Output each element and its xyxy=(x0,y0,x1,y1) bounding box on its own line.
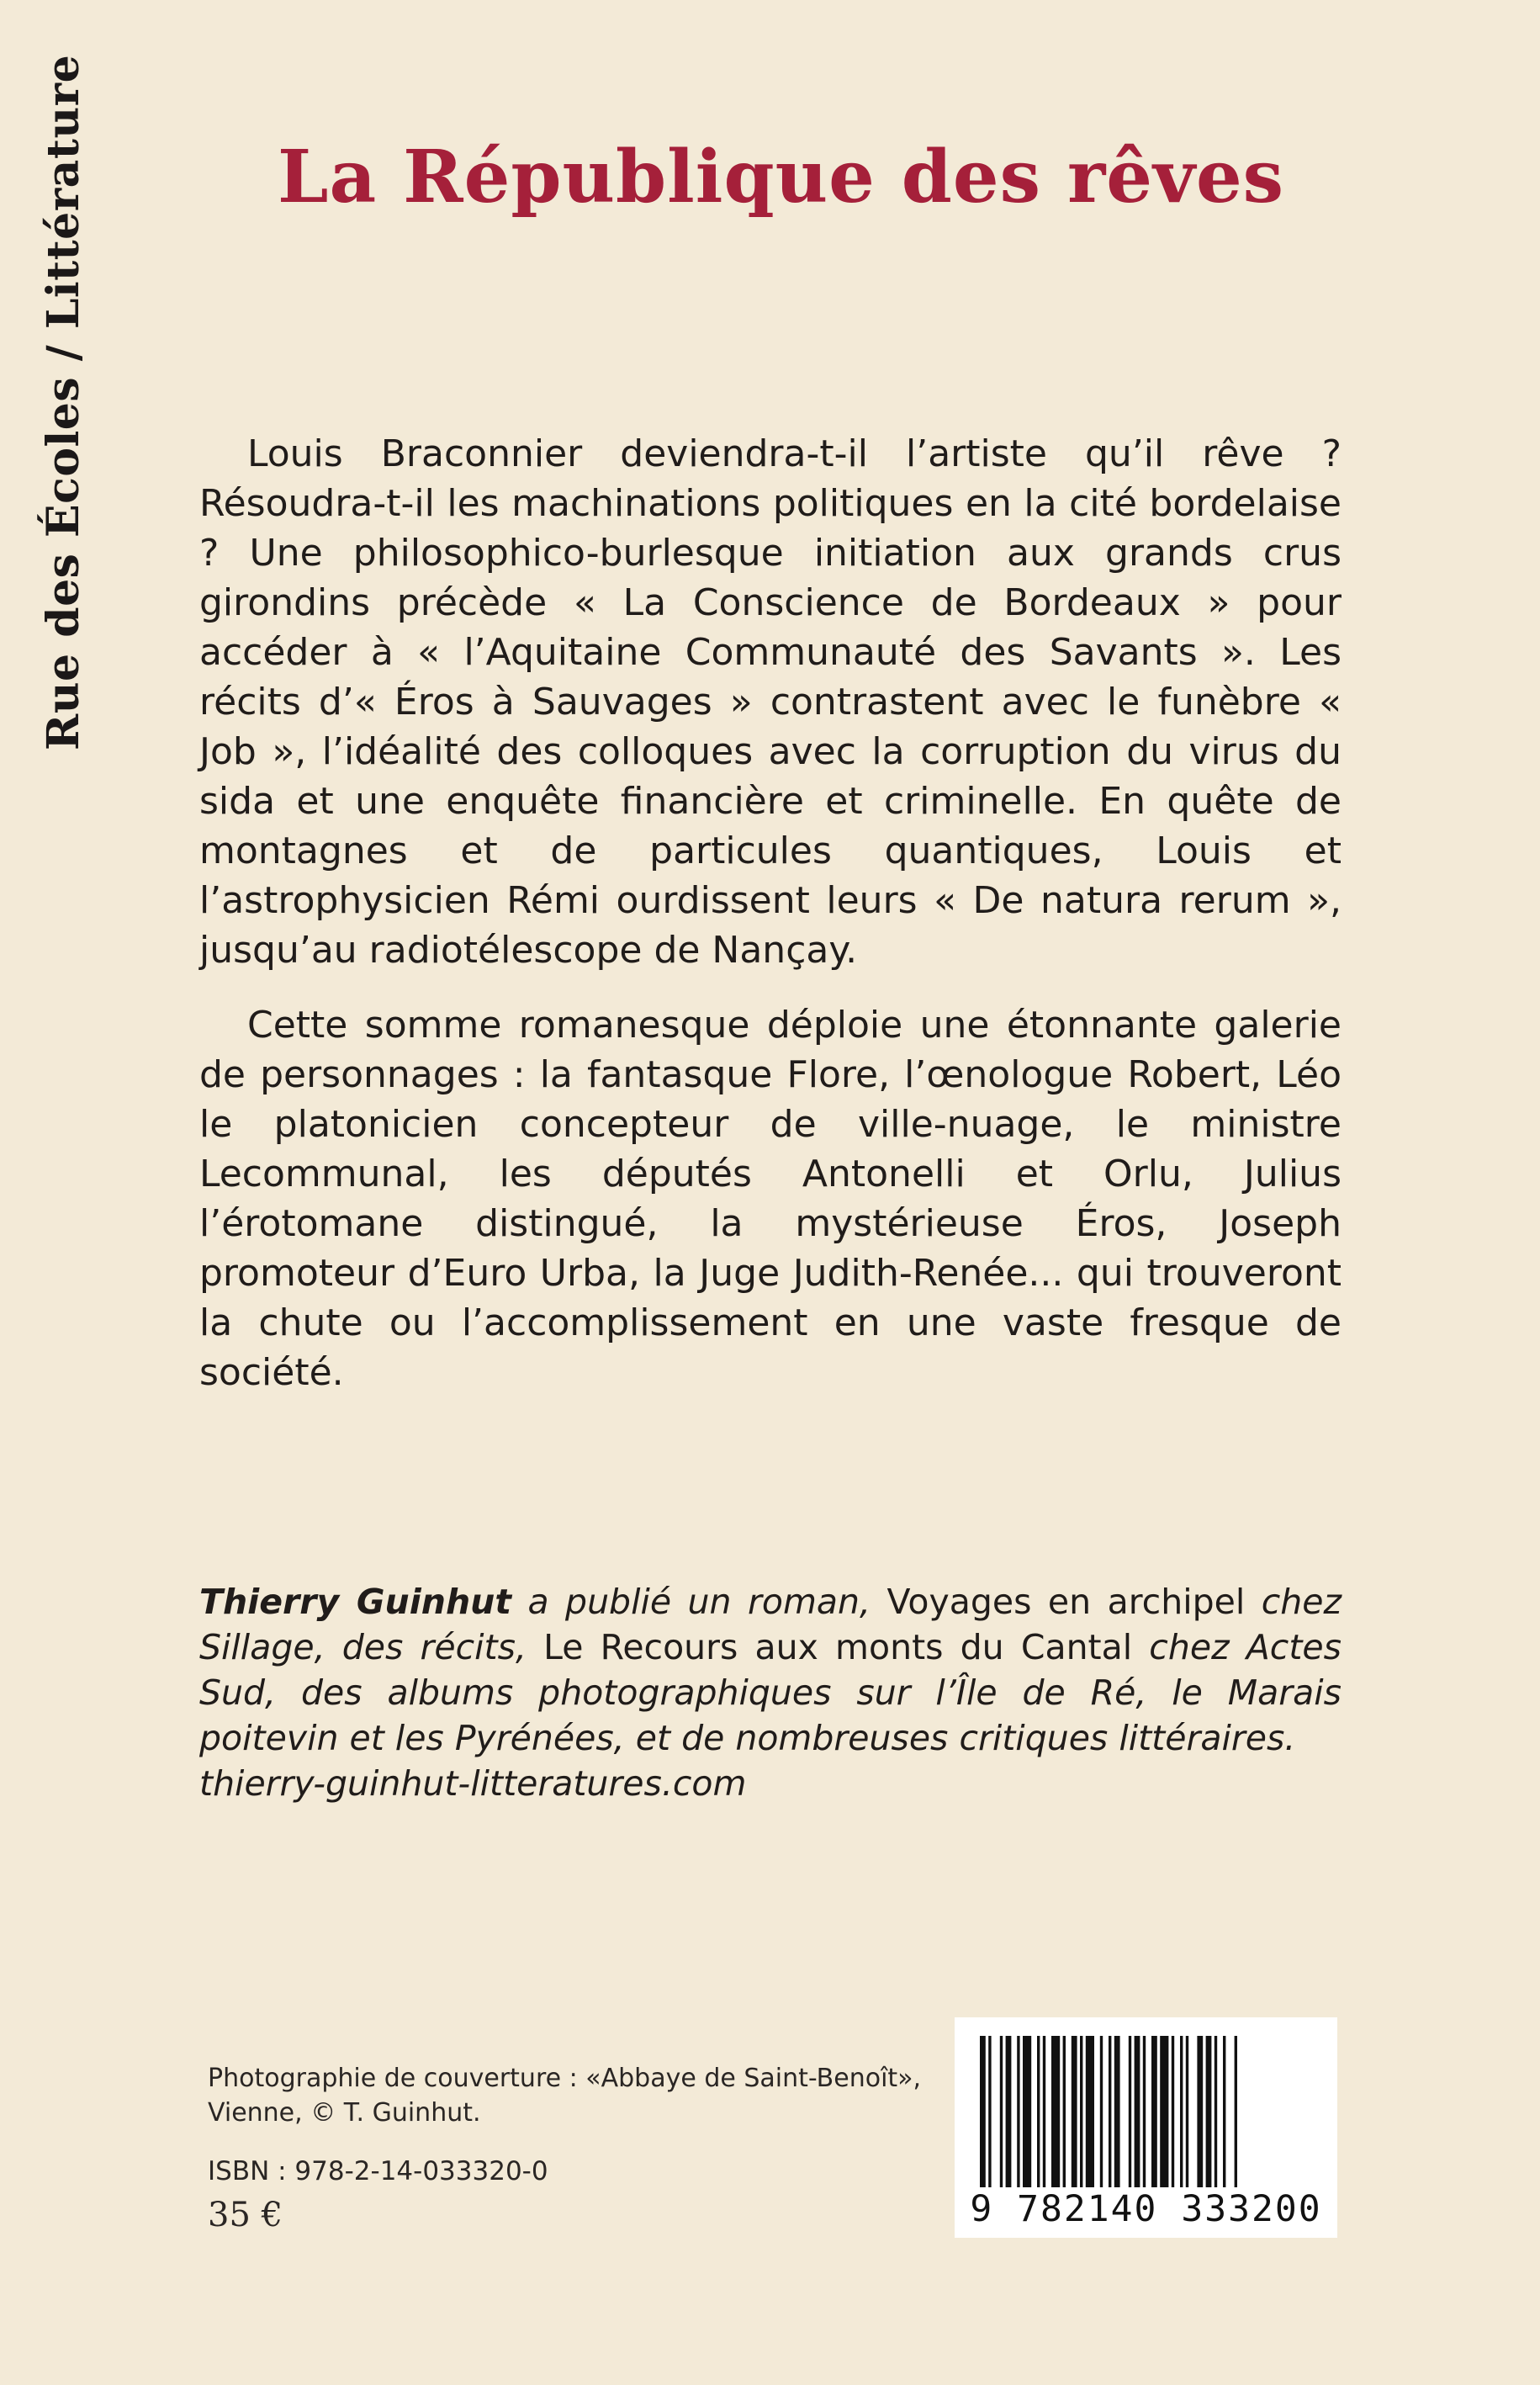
barcode-bar xyxy=(1100,2036,1103,2187)
barcode-bar xyxy=(1080,2036,1082,2187)
barcode-digits: 9 782140 333200 xyxy=(970,2188,1322,2230)
barcode-bar xyxy=(1017,2036,1019,2187)
barcode-bar xyxy=(1180,2036,1183,2187)
barcode-bar xyxy=(1160,2036,1168,2187)
book-title-ref: Voyages en archipel xyxy=(886,1582,1246,1622)
barcode-bar xyxy=(1086,2036,1094,2187)
price: 35 € xyxy=(208,2196,283,2234)
author-website: thierry-guinhut-litteratures.com xyxy=(199,1763,747,1804)
spine-label: Rue des Écoles / Littérature xyxy=(38,54,89,750)
synopsis xyxy=(199,429,1342,1423)
author-bio xyxy=(199,1579,1342,1806)
barcode-bar xyxy=(1114,2036,1120,2187)
barcode-bar xyxy=(1172,2036,1174,2187)
isbn: ISBN : 978-2-14-033320-0 xyxy=(208,2156,548,2186)
barcode-bar xyxy=(1235,2036,1237,2187)
barcode-bar xyxy=(1151,2036,1157,2187)
barcode-bar xyxy=(1043,2036,1045,2187)
bio-text: a publié un roman, xyxy=(511,1582,887,1622)
photo-credit-line: Photographie de couverture : «Abbaye de Saint-Benoît», xyxy=(208,2064,922,2093)
barcode-bar xyxy=(1143,2036,1146,2187)
barcode-bar xyxy=(1023,2036,1031,2187)
barcode-bar xyxy=(1051,2036,1060,2187)
barcode-bar xyxy=(1215,2036,1217,2187)
barcode-bar xyxy=(1072,2036,1077,2187)
barcode-bar xyxy=(1109,2036,1111,2187)
barcode-bar xyxy=(1063,2036,1066,2187)
barcode-bar xyxy=(1135,2036,1140,2187)
barcode xyxy=(955,2017,1337,2238)
bio-text: chez Sillage, des récits, xyxy=(199,1582,1342,1667)
book-title-ref: Le Recours aux monts du Cantal xyxy=(543,1627,1133,1667)
barcode-bar xyxy=(1186,2036,1188,2187)
photo-credit-line: Vienne, © T. Guinhut. xyxy=(208,2098,481,2128)
barcode-bar xyxy=(1000,2036,1003,2187)
synopsis-paragraph: Louis Braconnier deviendra-t-il l’artiste qu’il rêve ? Résoudra-t-il les machinations politiques en la cité bordelaise ? Une philosophico-burlesque initiation aux grands crus girondins précède « La Conscience de Bordeaux » pour accéder à « l’Aquitaine Communauté des Savants ». Les récits d’« Éros à Sauvages » contrastent avec le funèbre « Job », l’idéalité des colloques avec la corruption du virus du sida et une enquête financière et criminelle. En quête de montagnes et de particules quantiques, Louis et l’astrophysicien Rémi ourdissent leurs « De natura rerum », jusqu’au radiotélescope de Nançay. xyxy=(199,432,1342,972)
book-title: La République des rêves xyxy=(278,135,1285,220)
barcode-bar xyxy=(1197,2036,1203,2187)
barcode-bar xyxy=(988,2036,991,2187)
barcode-bar xyxy=(1006,2036,1012,2187)
barcode-bar xyxy=(1206,2036,1212,2187)
synopsis-paragraph: Cette somme romanesque déploie une étonnante galerie de personnages : la fantasque Flore, l’œnologue Robert, Léo le platonicien concepteur de ville-nuage, le ministre Lecommunal, les députés Antonelli et Orlu, Julius l’érotomane distingué, la mystérieuse Éros, Joseph promoteur d’Euro Urba, la Juge Judith-Renée... qui trouveront la chute ou l’accomplissement en une vaste fresque de société. xyxy=(199,1004,1342,1394)
photo-credit xyxy=(208,2061,965,2130)
barcode-bar xyxy=(980,2036,986,2187)
author-name: Thierry Guinhut xyxy=(199,1582,511,1622)
barcode-bar xyxy=(1129,2036,1131,2187)
bio-text: chez Actes Sud, des albums photographiques sur l’Île de Ré, le Marais poitevin et les Pyrénées, et de nombreuses critiques littéraires. xyxy=(199,1627,1342,1758)
barcode-bar xyxy=(1037,2036,1040,2187)
barcode-bar xyxy=(1223,2036,1225,2187)
